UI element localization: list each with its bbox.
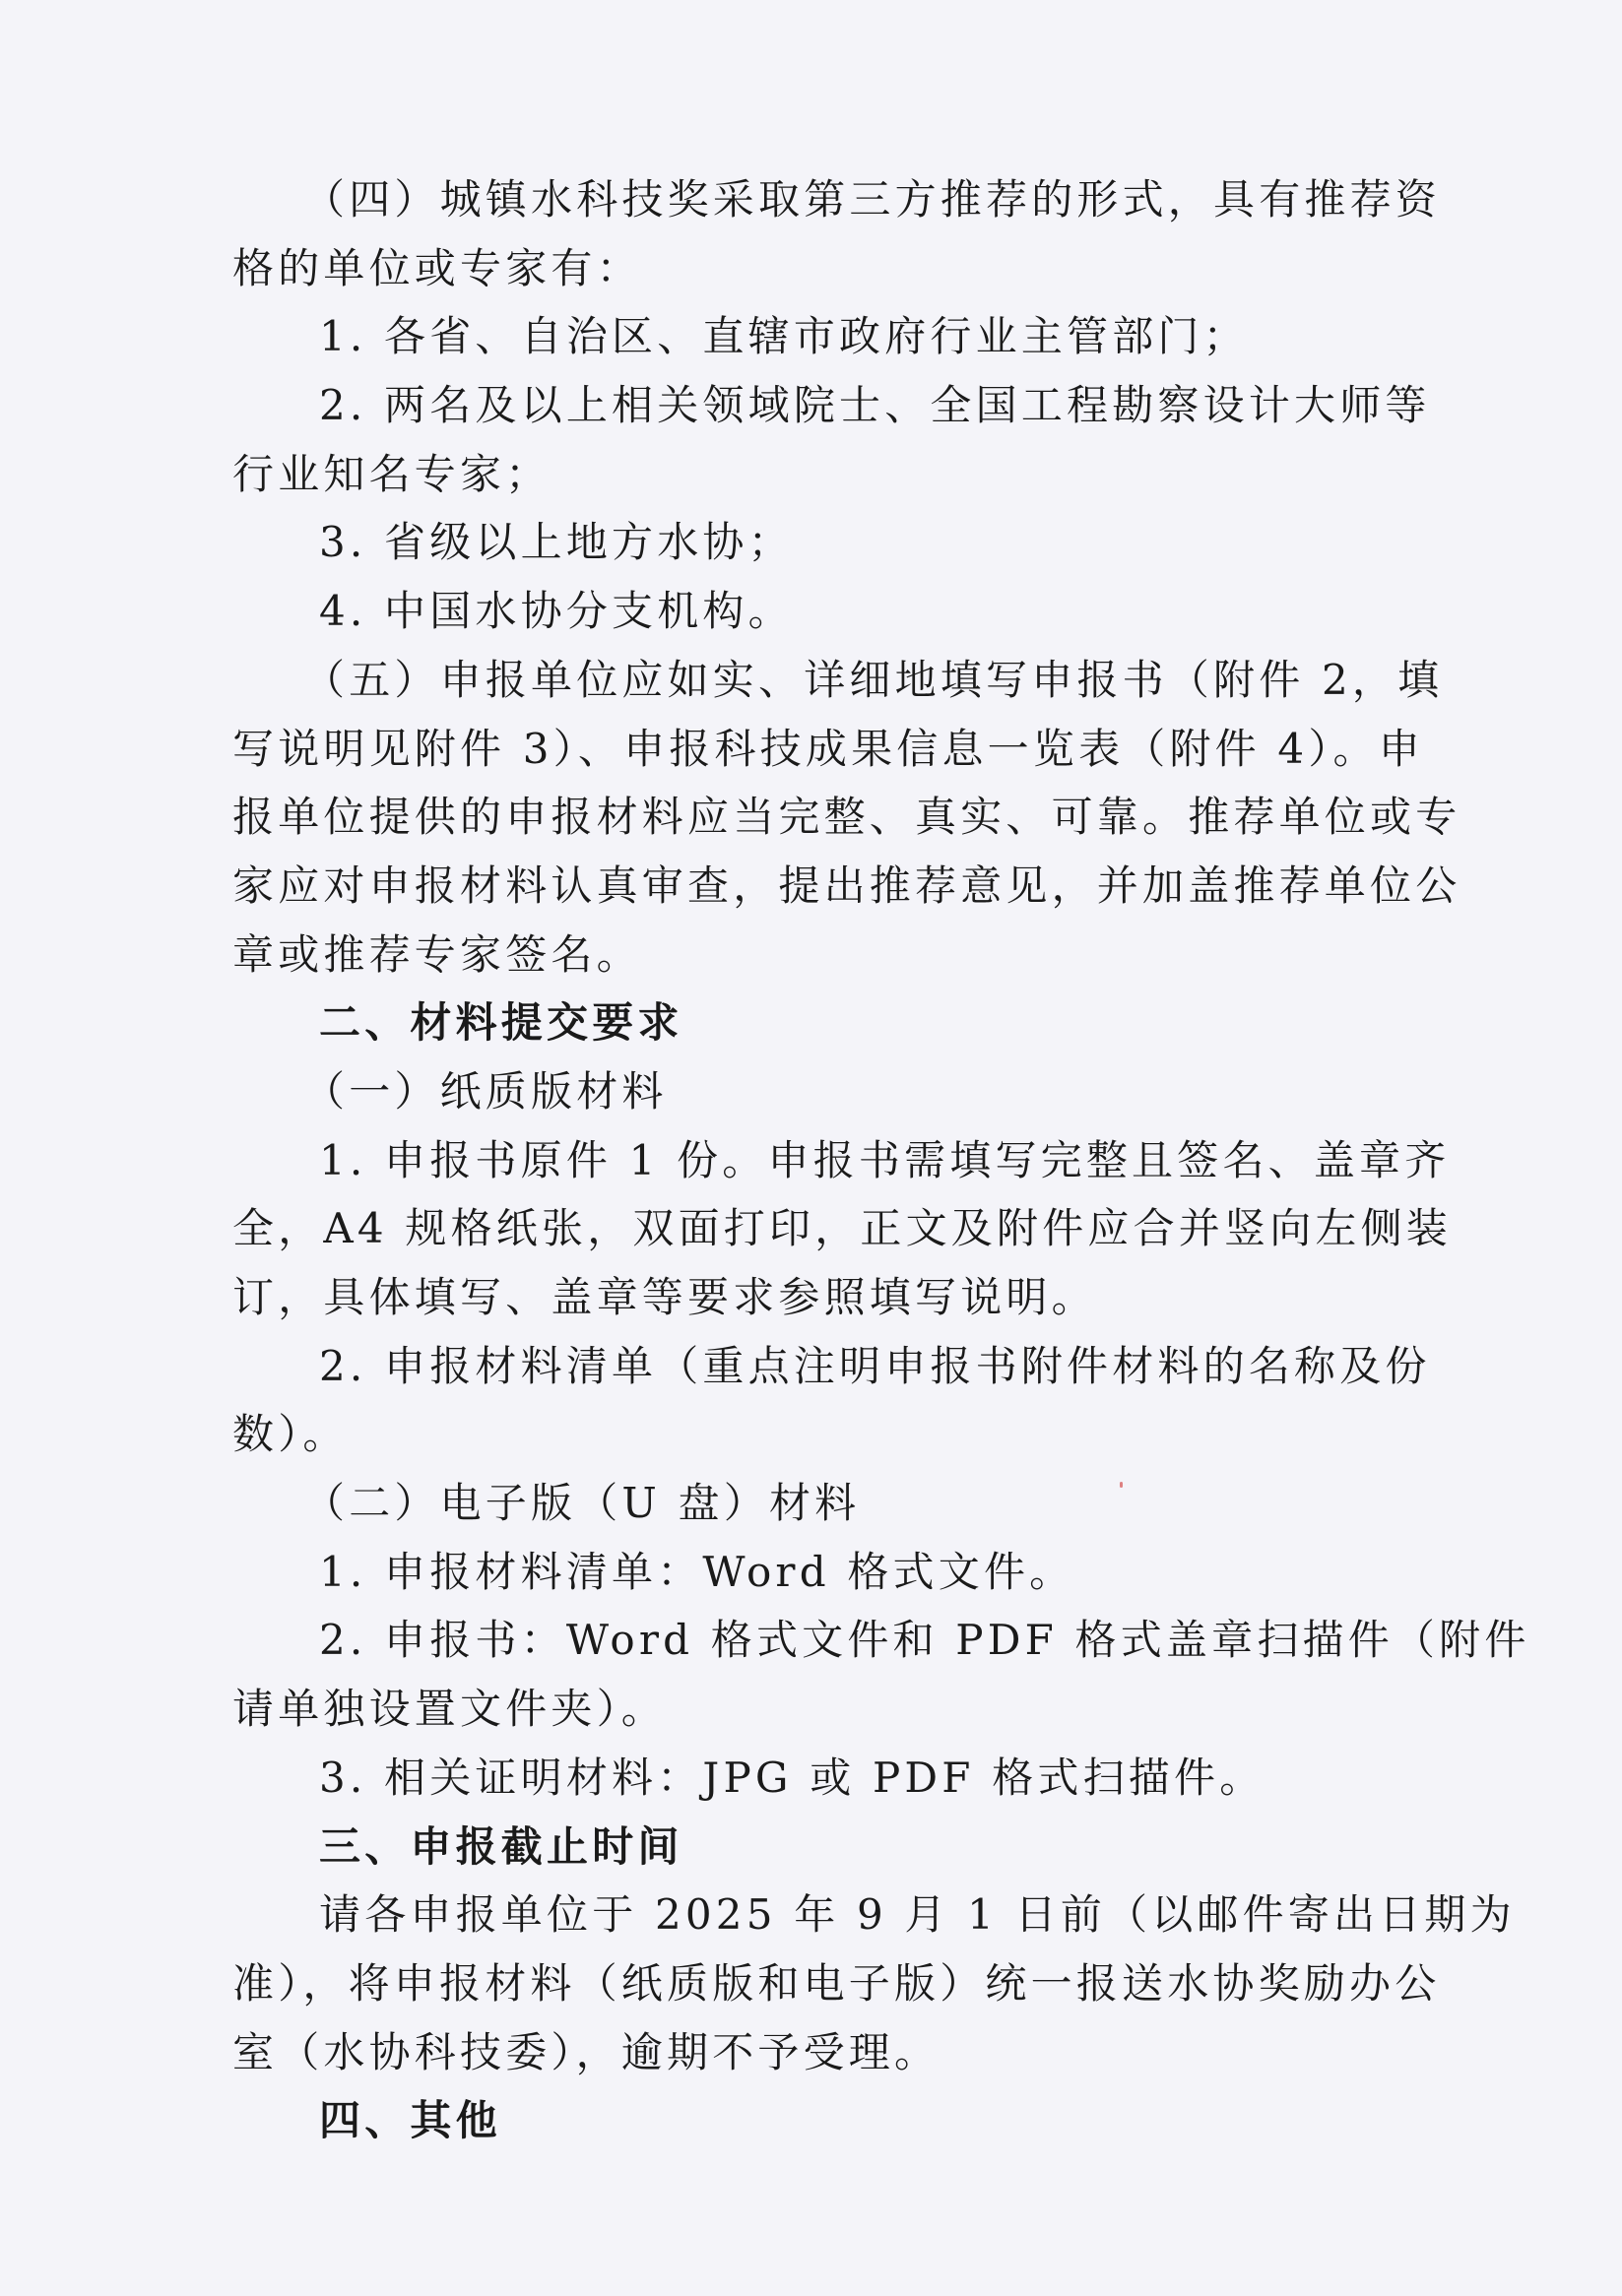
subsection-heading-electronic: （二）电子版（U 盘）材料 — [303, 1479, 861, 1528]
paragraph-5-line-2: 写说明见附件 3）、申报科技成果信息一览表（附件 4）。申 — [232, 724, 1424, 773]
scan-speck — [1120, 1482, 1123, 1488]
paragraph-5-line-3: 报单位提供的申报材料应当完整、真实、可靠。推荐单位或专 — [232, 793, 1461, 842]
subsection-heading-paper: （一）纸质版材料 — [303, 1066, 668, 1116]
paragraph-4-line-2: 格的单位或专家有： — [232, 243, 642, 292]
paragraph-5-line-4: 家应对申报材料认真审查，提出推荐意见，并加盖推荐单位公 — [232, 861, 1461, 910]
section-heading-2: 二、材料提交要求 — [319, 998, 683, 1048]
list-item-2-line-2: 行业知名专家； — [232, 449, 551, 498]
paragraph-5-line-5: 章或推荐专家签名。 — [232, 929, 642, 979]
electronic-item-3: 3. 相关证明材料：JPG 或 PDF 格式扫描件。 — [319, 1753, 1265, 1802]
paper-item-1-line-1: 1. 申报书原件 1 份。申报书需填写完整且签名、盖章齐 — [319, 1135, 1451, 1184]
document-body — [232, 165, 1530, 2155]
paragraph-4-line-1: （四）城镇水科技奖采取第三方推荐的形式，具有推荐资 — [303, 175, 1442, 223]
list-item-2-line-1: 2. 两名及以上相关领域院士、全国工程勘察设计大师等 — [319, 381, 1431, 430]
electronic-item-2-line-1: 2. 申报书：Word 格式文件和 PDF 格式盖章扫描件（附件 — [319, 1616, 1530, 1665]
paper-item-1-line-2: 全，A4 规格纸张，双面打印，正文及附件应合并竖向左侧装 — [232, 1204, 1453, 1253]
deadline-line-2: 准），将申报材料（纸质版和电子版）统一报送水协奖励办公 — [232, 1958, 1441, 2008]
list-item-1: 1. 各省、自治区、直辖市政府行业主管部门； — [319, 312, 1249, 361]
paper-item-2-line-1: 2. 申报材料清单（重点注明申报书附件材料的名称及份 — [319, 1341, 1431, 1390]
deadline-line-3: 室（水协科技委），逾期不予受理。 — [232, 2027, 941, 2076]
section-heading-3: 三、申报截止时间 — [319, 1821, 683, 1871]
list-item-3: 3. 省级以上地方水协； — [319, 518, 794, 567]
section-heading-4: 四、其他 — [319, 2096, 501, 2145]
deadline-line-1: 请各申报单位于 2025 年 9 月 1 日前（以邮件寄出日期为 — [319, 1890, 1516, 1940]
paragraph-5-line-1: （五）申报单位应如实、详细地填写申报书（附件 2，填 — [303, 655, 1444, 704]
paper-item-1-line-3: 订，具体填写、盖章等要求参照填写说明。 — [232, 1273, 1097, 1321]
list-item-4: 4. 中国水协分支机构。 — [319, 587, 794, 636]
paper-item-2-line-2: 数）。 — [232, 1410, 349, 1459]
electronic-item-1: 1. 申报材料清单：Word 格式文件。 — [319, 1547, 1075, 1596]
electronic-item-2-line-2: 请单独设置文件夹）。 — [232, 1685, 668, 1734]
